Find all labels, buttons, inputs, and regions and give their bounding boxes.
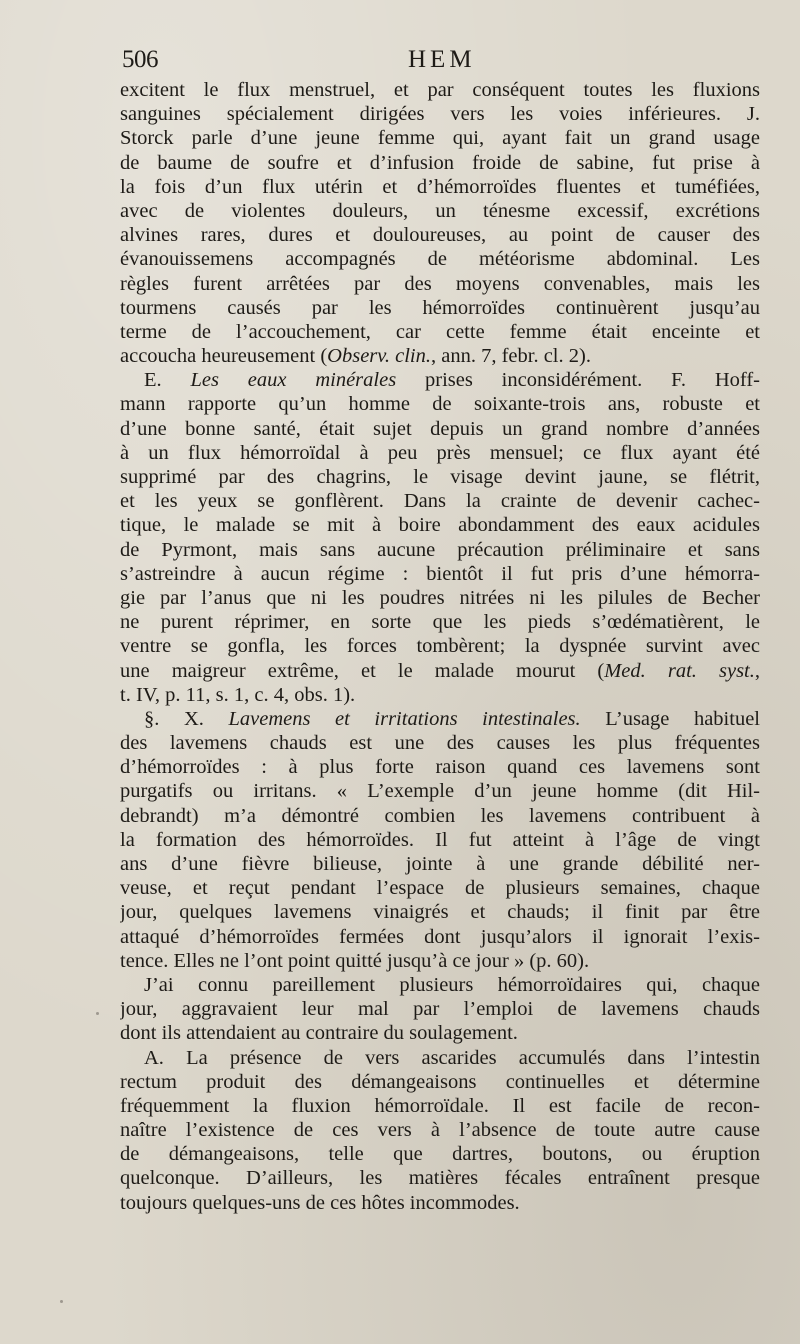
paper-speck — [60, 1300, 63, 1303]
text-line — [120, 755, 760, 779]
text-line — [120, 102, 760, 126]
text-line — [120, 296, 760, 320]
text-segment: tence. Elles ne l’ont point quitté jusqu’à ce jour » (p. 60). — [120, 949, 590, 972]
italic-text: Med. rat. syst. — [604, 659, 755, 682]
text-segment: jour, aggravaient leur mal par l’emploi de lavemens chauds — [120, 998, 760, 1021]
text-line — [120, 779, 760, 803]
text-segment: évanouissemens accompagnés de météorisme abdominal. Les — [120, 248, 760, 271]
text-segment: s’astreindre à aucun régime : bientôt il fut pris d’une hémorra- — [120, 562, 760, 585]
text-segment: de baume de soufre et d’infusion froide de sabine, fut prise à — [120, 151, 760, 174]
text-segment: supprimé par des chagrins, le visage devint jaune, se flétrit, — [120, 466, 760, 488]
text-segment: prises inconsidérément. F. Hoff- — [396, 369, 760, 392]
text-segment: des lavemens chauds est une des causes les plus fréquentes — [120, 732, 760, 755]
text-segment: debrandt) m’a démontré combien les lavemens contribuent à — [120, 804, 760, 827]
text-line — [120, 562, 760, 586]
text-line — [120, 925, 760, 949]
paper-speck — [96, 1012, 99, 1015]
text-segment: et les yeux se gonflèrent. Dans la crainte de devenir cachec- — [120, 490, 760, 513]
text-line — [120, 272, 760, 296]
text-line — [120, 538, 760, 562]
text-segment: E. — [144, 369, 191, 392]
text-segment: fréquemment la fluxion hémorroïdale. Il est facile de recon- — [120, 1094, 760, 1117]
text-segment: J’ai connu pareillement plusieurs hémorroïdaires qui, chaque — [144, 973, 760, 996]
text-line — [120, 1046, 760, 1070]
text-line — [120, 465, 760, 489]
text-line — [120, 175, 760, 199]
text-segment: la fois d’un flux utérin et d’hémorroïdes fluentes et tuméfiées, — [120, 175, 760, 198]
italic-text: Observ. clin. — [327, 345, 431, 368]
text-segment: alvines rares, dures et douloureuses, au point de causer des — [120, 224, 760, 247]
text-line — [120, 828, 760, 852]
text-line — [120, 659, 760, 683]
running-title: HEM — [408, 46, 476, 73]
text-line — [120, 1191, 760, 1215]
paper-speck — [748, 210, 751, 213]
text-line — [120, 683, 760, 707]
text-line — [120, 247, 760, 271]
text-segment: mann rapporte qu’un homme de soixante-trois ans, robuste et — [120, 393, 760, 416]
text-line — [120, 78, 760, 102]
text-segment: L’usage habituel — [580, 707, 760, 730]
text-segment: §. X. — [144, 707, 229, 730]
text-line — [120, 344, 760, 368]
text-segment: t. IV, p. 11, s. 1, c. 4, obs. 1). — [120, 683, 356, 706]
text-line — [120, 1166, 760, 1190]
text-line — [120, 1142, 760, 1166]
text-segment: , ann. 7, febr. cl. 2). — [430, 345, 591, 368]
text-line — [120, 1070, 760, 1094]
text-line — [120, 900, 760, 924]
text-line — [120, 392, 760, 416]
text-segment: gie par l’anus que ni les poudres nitrées ni les pilules de Becher — [120, 586, 760, 609]
text-line — [120, 731, 760, 755]
text-segment: une maigreur extrême, et le malade mourut ( — [120, 659, 605, 682]
text-segment: tourmens causés par les hémorroïdes continuèrent jusqu’au — [120, 296, 760, 319]
text-segment: règles furent arrêtées par des moyens convenables, mais les — [120, 272, 760, 295]
text-segment: dont ils attendaient au contraire du soulagement. — [120, 1022, 518, 1045]
text-segment: veuse, et reçut pendant l’espace de plusieurs semaines, chaque — [120, 877, 760, 900]
text-line — [120, 441, 760, 465]
text-line — [120, 1021, 760, 1045]
text-line — [120, 417, 760, 441]
text-line — [120, 949, 760, 973]
text-segment: de Pyrmont, mais sans aucune précaution préliminaire et sans — [120, 538, 760, 561]
text-segment: accoucha heureusement ( — [120, 345, 328, 368]
text-segment: ans d’une fièvre bilieuse, jointe à une grande débilité ner- — [120, 853, 760, 875]
text-segment: quelconque. D’ailleurs, les matières fécales entraînent presque — [120, 1167, 760, 1190]
text-line — [120, 973, 760, 997]
text-line — [120, 1094, 760, 1118]
body-text — [120, 78, 760, 1215]
text-line — [120, 368, 760, 392]
text-line — [120, 852, 760, 876]
text-segment: jour, quelques lavemens vinaigrés et chauds; il finit par être — [120, 901, 760, 924]
text-segment: d’hémorroïdes : à plus forte raison quand ces lavemens sont — [120, 756, 760, 779]
text-line — [120, 1118, 760, 1142]
text-segment: excitent le flux menstruel, et par conséquent toutes les fluxions — [120, 79, 760, 101]
italic-text: Les eaux minérales — [190, 369, 397, 392]
text-line — [120, 997, 760, 1021]
text-line — [120, 634, 760, 658]
text-line — [120, 126, 760, 150]
text-segment: Storck parle d’une jeune femme qui, ayant fait un grand usage — [120, 127, 760, 150]
text-line — [120, 586, 760, 610]
text-segment: purgatifs ou irritans. « L’exemple d’un jeune homme (dit Hil- — [120, 780, 760, 803]
text-segment: à un flux hémorroïdal à peu près mensuel; ce flux ayant été — [120, 441, 760, 464]
text-segment: la formation des hémorroïdes. Il fut atteint à l’âge de vingt — [120, 828, 760, 851]
text-segment: ventre se gonfla, les forces tombèrent; la dyspnée survint avec — [120, 635, 760, 658]
text-line — [120, 610, 760, 634]
text-segment: avec de violentes douleurs, un ténesme excessif, excrétions — [120, 199, 760, 222]
text-line — [120, 707, 760, 731]
text-segment: attaqué d’hémorroïdes fermées dont jusqu’alors il ignorait l’exis- — [120, 925, 760, 948]
page-number: 506 — [122, 46, 158, 73]
text-line — [120, 199, 760, 223]
text-line — [120, 223, 760, 247]
text-line — [120, 489, 760, 513]
text-segment: , — [754, 659, 760, 682]
text-line — [120, 151, 760, 175]
text-segment: d’une bonne santé, était sujet depuis un grand nombre d’années — [120, 417, 760, 440]
text-line — [120, 320, 760, 344]
text-segment: de démangeaisons, telle que dartres, boutons, ou éruption — [120, 1143, 760, 1166]
text-line — [120, 804, 760, 828]
text-segment: toujours quelques-uns de ces hôtes incommodes. — [120, 1191, 520, 1214]
text-line — [120, 513, 760, 537]
running-head — [118, 46, 760, 78]
text-segment: terme de l’accouchement, car cette femme était enceinte et — [120, 320, 760, 343]
text-segment: tique, le malade se mit à boire abondamment des eaux acidules — [120, 514, 760, 537]
text-segment: naître l’existence de ces vers à l’absence de toute autre cause — [120, 1119, 760, 1142]
italic-text: Lavemens et irritations intestinales. — [228, 707, 581, 730]
text-segment: ne purent réprimer, en sorte que les pieds s’œdématièrent, le — [120, 611, 760, 634]
text-segment: A. La présence de vers ascarides accumulés dans l’intestin — [144, 1046, 760, 1069]
text-segment: rectum produit des démangeaisons continuelles et détermine — [120, 1070, 760, 1093]
text-segment: sanguines spécialement dirigées vers les voies inférieures. J. — [120, 103, 760, 126]
text-line — [120, 876, 760, 900]
